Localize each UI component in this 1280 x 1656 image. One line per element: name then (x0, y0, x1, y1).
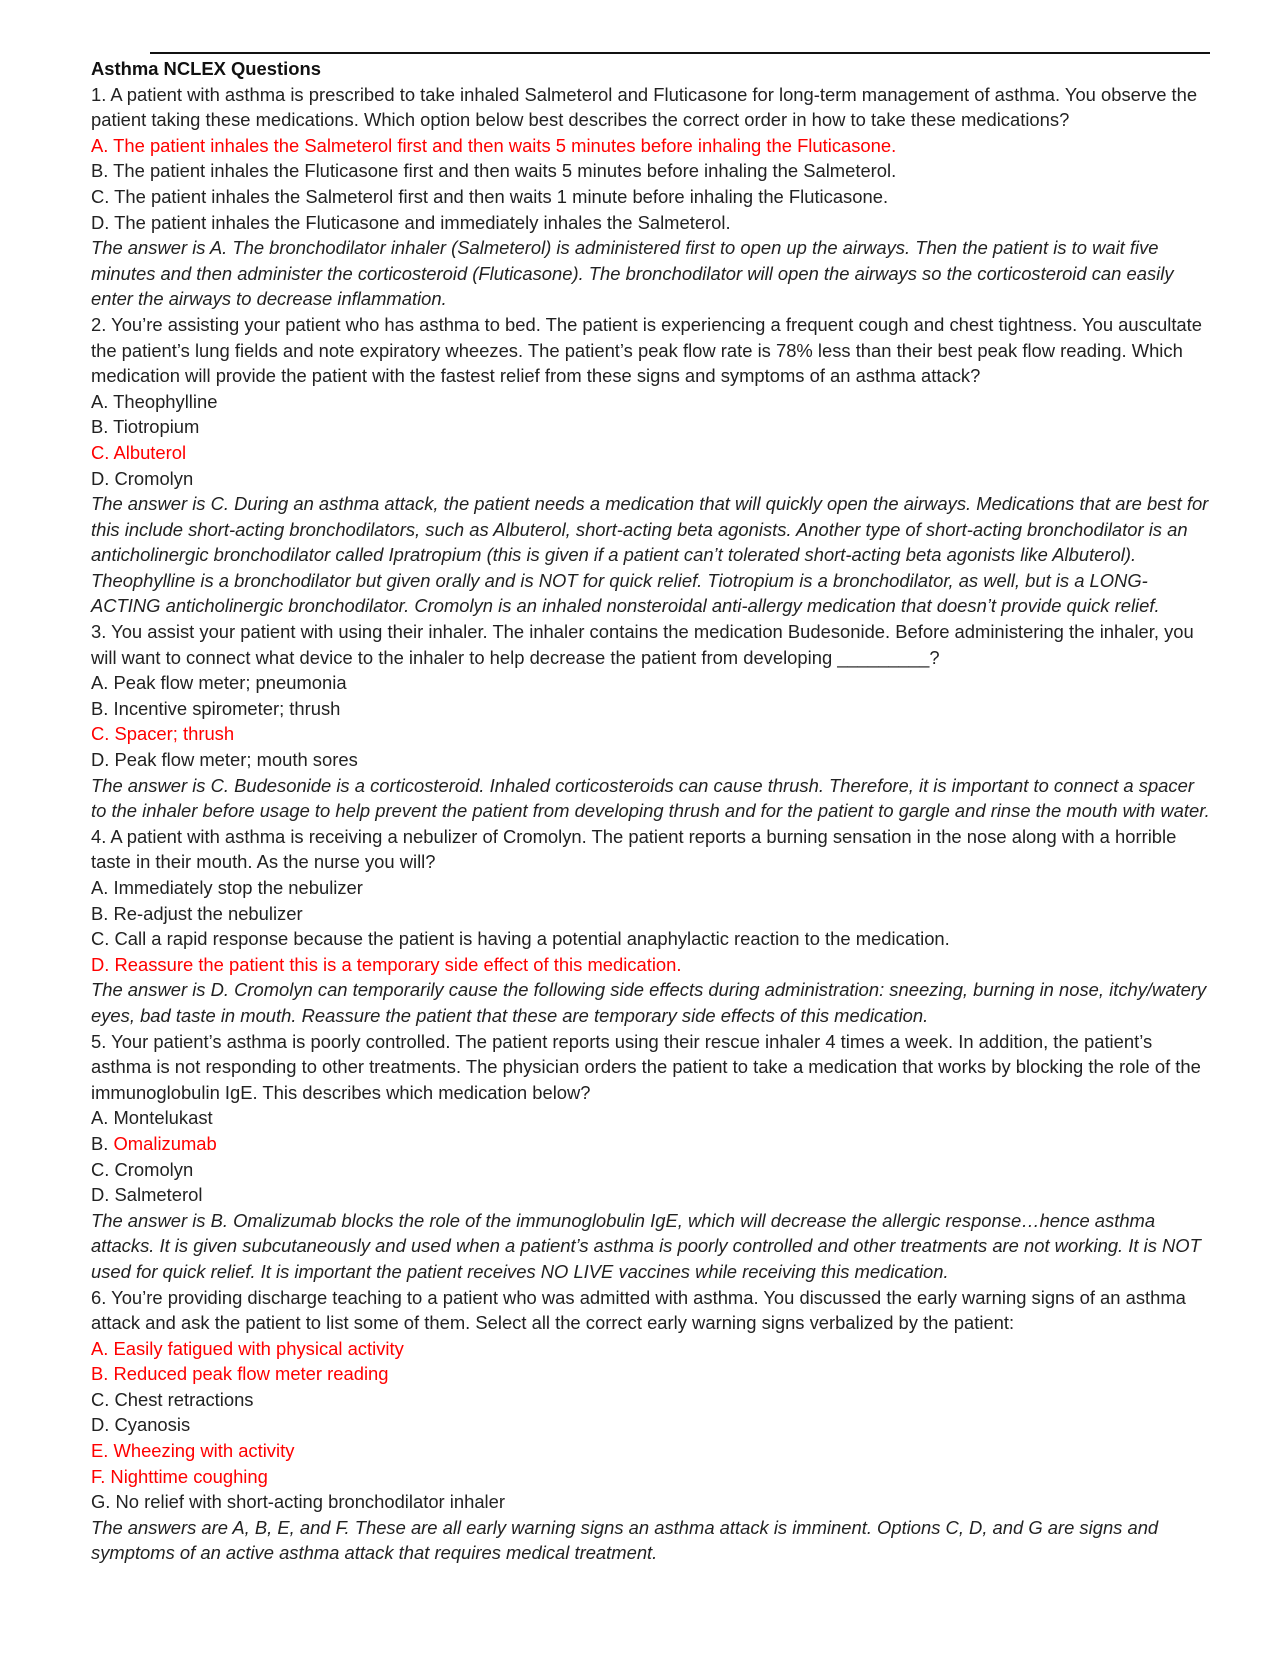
question-5-option-c: C. Cromolyn (91, 1158, 194, 1180)
question-4-option-a: A. Immediately stop the nebulizer (91, 877, 363, 898)
question-2-option-d: D. Cromolyn (91, 467, 194, 489)
question-1-explanation: The answer is A. The bronchodilator inhaler (Salmeterol) is administered first to open up the airways. Then the patient is to wait five minutes and then administer the corticosteroid (Fluticasone). The bronchodilator will open the airways so the corticosteroid can easily enter the airways to decrease inflammation. (91, 237, 1174, 310)
question-4-explanation: The answer is D. Cromolyn can temporarily cause the following side effects during administration: sneezing, burning in nose, itchy/watery eyes, bad taste in mouth. Reassure the patient that these are temporary side effects of this medication. (91, 979, 1207, 1026)
question-3-explanation: The answer is C. Budesonide is a corticosteroid. Inhaled corticosteroids can cause thrush. Therefore, it is important to connect a spacer to the inhaler before usage to help prevent the patient from developing thrush and for the patient to gargle and rinse the mouth with water. (91, 774, 1210, 822)
question-5-stem: 5. Your patient’s asthma is poorly controlled. The patient reports using their rescue inhaler 4 times a week. In addition, the patient’s asthma is not responding to other treatments. The physician orders the patient to take a medication that works by blocking the role of the immunoglobulin IgE. This describes which medication below? (91, 1030, 1201, 1103)
question-2-stem: 2. You’re assisting your patient who has asthma to bed. The patient is experiencing a frequent cough and chest tightness. You auscultate the patient’s lung fields and note expiratory wheezes. The patient’s peak flow rate is 78% less than their best peak flow reading. Which medication will provide the patient with the fastest relief from these signs and symptoms of an asthma attack? (91, 313, 1202, 387)
question-2-option-c: C. Albuterol (91, 441, 187, 463)
question-6-option-a: A. Easily fatigued with physical activity (91, 1337, 404, 1359)
question-1-option-c: C. The patient inhales the Salmeterol first and then waits 1 minute before inhaling the Fluticasone. (91, 185, 889, 207)
question-6-option-b: B. Reduced peak flow meter reading (91, 1363, 389, 1385)
page-title: Asthma NCLEX Questions (91, 58, 321, 79)
question-2-option-a: A. Theophylline (91, 390, 218, 412)
question-4-stem: 4. A patient with asthma is receiving a nebulizer of Cromolyn. The patient reports a burning sensation in the nose along with a horrible taste in their mouth. As the nurse you will? (91, 825, 1177, 873)
header-rule (150, 52, 1210, 54)
question-6-option-g: G. No relief with short-acting bronchodilator inhaler (91, 1491, 505, 1513)
question-6-explanation: The answers are A, B, E, and F. These are all early warning signs an asthma attack is imminent. Options C, D, and G are signs and symptoms of an active asthma attack that requires medical treatment. (91, 1516, 1159, 1564)
question-1-option-a: A. The patient inhales the Salmeterol first and then waits 5 minutes before inhaling the Fluticasone. (91, 134, 897, 156)
question-5-option-d: D. Salmeterol (91, 1184, 203, 1206)
question-5-explanation: The answer is B. Omalizumab blocks the role of the immunoglobulin IgE, which will decrease the allergic response…hence asthma attacks. It is given subcutaneously and used when a patient’s asthma is poorly controlled and other treatments are not working. It is NOT used for quick relief. It is important the patient receives NO LIVE vaccines while receiving this medication. (91, 1209, 1201, 1282)
question-5-option-b-prefix: B. (91, 1132, 114, 1154)
question-3-option-a: A. Peak flow meter; pneumonia (91, 672, 347, 694)
question-4-option-b: B. Re-adjust the nebulizer (91, 902, 303, 924)
question-5-option-a: A. Montelukast (91, 1107, 213, 1129)
question-1-option-d: D. The patient inhales the Fluticasone and immediately inhales the Salmeterol. (91, 211, 731, 233)
question-3-stem: 3. You assist your patient with using their inhaler. The inhaler contains the medication Budesonide. Before administering the inhaler, you will want to connect what device to the inhaler to help decrease the patient from developing _________? (91, 621, 1194, 668)
question-6-option-f: F. Nighttime coughing (91, 1465, 268, 1487)
question-1-option-b: B. The patient inhales the Fluticasone first and then waits 5 minutes before inhaling the Salmeterol. (91, 160, 897, 182)
question-4-option-c: C. Call a rapid response because the patient is having a potential anaphylactic reaction to the medication. (91, 928, 950, 950)
question-1-stem: 1. A patient with asthma is prescribed to take inhaled Salmeterol and Fluticasone for long-term management of asthma. You observe the patient taking these medications. Which option below best describes the correct order in how to take these medications? (91, 83, 1198, 131)
question-4-option-d: D. Reassure the patient this is a temporary side effect of this medication. (91, 953, 682, 975)
question-6-option-c: C. Chest retractions (91, 1388, 254, 1410)
question-3-option-c: C. Spacer; thrush (91, 723, 235, 745)
question-5-option-b-answer: Omalizumab (113, 1132, 217, 1154)
question-5-option-b (91, 1131, 1211, 1157)
question-6-option-d: D. Cyanosis (91, 1414, 191, 1436)
document-body (91, 56, 1211, 1566)
question-6-stem: 6. You’re providing discharge teaching to a patient who was admitted with asthma. You discussed the early warning signs of an asthma attack and ask the patient to list some of them. Select all the correct early warning signs verbalized by the patient: (91, 1286, 1186, 1334)
question-3-option-b: B. Incentive spirometer; thrush (91, 697, 341, 719)
question-3-option-d: D. Peak flow meter; mouth sores (91, 749, 358, 771)
question-2-option-b: B. Tiotropium (91, 416, 200, 438)
question-2-explanation: The answer is C. During an asthma attack, the patient needs a medication that will quickly open the airways. Medications that are best for this include short-acting bronchodilators, such as Albuterol, short-acting beta agonists. Another type of short-acting bronchodilator is an anticholinergic bronchodilator called Ipratropium (this is given if a patient can’t tolerated short-acting beta agonists like Albuterol). Theophylline is a bronchodilator but given orally and is NOT for quick relief. Tiotropium is a bronchodilator, as well, but is a LONG-ACTING anticholinergic bronchodilator. Cromolyn is an inhaled nonsteroidal anti-allergy medication that doesn’t provide quick relief. (91, 493, 1209, 617)
question-6-option-e: E. Wheezing with activity (91, 1440, 295, 1462)
